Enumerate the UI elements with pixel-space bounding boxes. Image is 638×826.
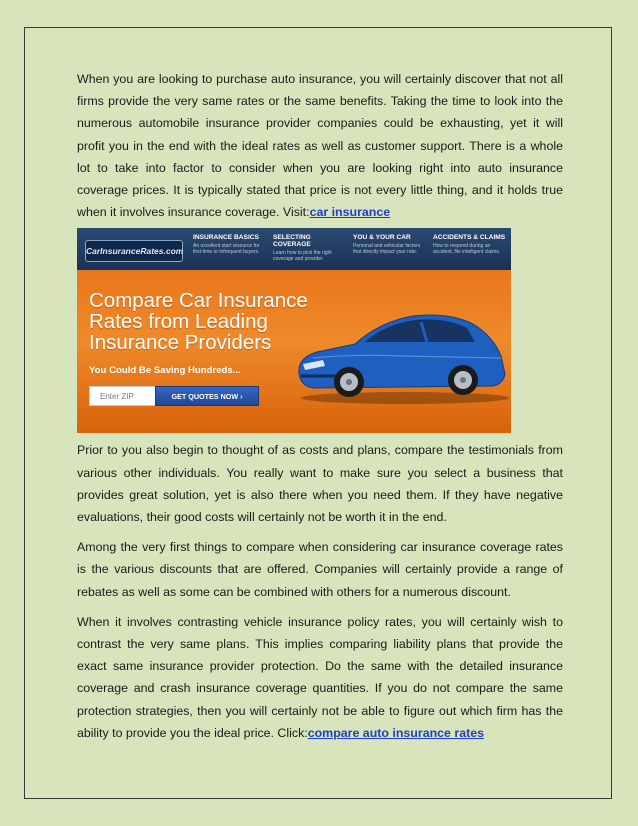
blue-sedan-car-image (293, 294, 511, 406)
get-quotes-button[interactable]: GET QUOTES NOW › (155, 386, 259, 406)
paragraph-1 (77, 68, 563, 223)
car-insurance-link[interactable]: car insurance (309, 205, 391, 220)
nav-title: YOU & YOUR CAR (353, 234, 411, 242)
paragraph-1-text: When you are looking to purchase auto insurance, you will certainly discover that not all firms provide the very same rates or the same benefits. Taking the time to look into the numerous automobile insurance provider companies could be exhausting, yet it will profit you in the end with the ideal rates as well as customer support. There is a whole lot to take into factor to consider when you are looking right into auto insurance coverage prices. It is typically stated that price is not every little thing, and it holds true when it involves insurance coverage. Visit: (77, 72, 563, 220)
site-logo[interactable]: CarInsuranceRates.com (85, 240, 183, 262)
nav-accidents-and-claims[interactable] (433, 234, 509, 255)
banner-headline (89, 290, 308, 353)
compare-auto-insurance-rates-link[interactable]: compare auto insurance rates (307, 725, 485, 740)
paragraph-4 (77, 611, 563, 744)
insurance-banner (77, 228, 511, 433)
nav-title: SELECTING COVERAGE (273, 234, 311, 249)
nav-selecting-coverage[interactable] (273, 234, 349, 262)
headline-line: Rates from Leading (89, 310, 268, 334)
paragraph-3: Among the very first things to compare when considering car insurance coverage rates is the various discounts that are offered. Companies will certainly provide a range of rebates as well as some can be combined with others for a numerous discount. (77, 540, 563, 599)
headline-line: Compare Car Insurance (89, 289, 308, 313)
nav-subtitle: How to respond during an accident, file intelligent claims. (433, 243, 501, 256)
document-body (77, 68, 563, 744)
nav-title: ACCIDENTS & CLAIMS (433, 234, 506, 242)
paragraph-4-text: When it involves contrasting vehicle insurance policy rates, you will certainly wish to contrast the very same plans. This implies comparing liability plans that provide the exact same insurance provider protection. Do the same with the detailed insurance coverage and crash insurance coverage quantities. If you do not compare the same protection strategies, then you will certainly not be able to figure out which firm has the ability to provide you the ideal price. Click: (77, 614, 563, 740)
nav-title: INSURANCE BASICS (193, 234, 259, 242)
nav-you-and-your-car[interactable] (353, 234, 429, 255)
banner-nav-bar (77, 228, 511, 270)
headline-line: Insurance Providers (89, 331, 272, 355)
paragraph-2: Prior to you also begin to thought of as costs and plans, compare the testimonials from various other individuals. You really want to make sure you select a business that provides great solution, yet is also there when you need them. If they have negative evaluations, their good costs will certainly not be worth it in the end. (77, 443, 563, 525)
saving-tagline: You Could Be Saving Hundreds... (89, 365, 241, 377)
nav-subtitle: Learn how to pick the right coverage and provider. (273, 250, 332, 263)
nav-subtitle: Personal and vehicular factors that directly impact your rate. (353, 243, 421, 256)
zip-input[interactable] (89, 386, 161, 406)
nav-insurance-basics[interactable] (193, 234, 269, 255)
nav-subtitle: An excellent start resource for first-time or infrequent buyers. (193, 243, 260, 256)
